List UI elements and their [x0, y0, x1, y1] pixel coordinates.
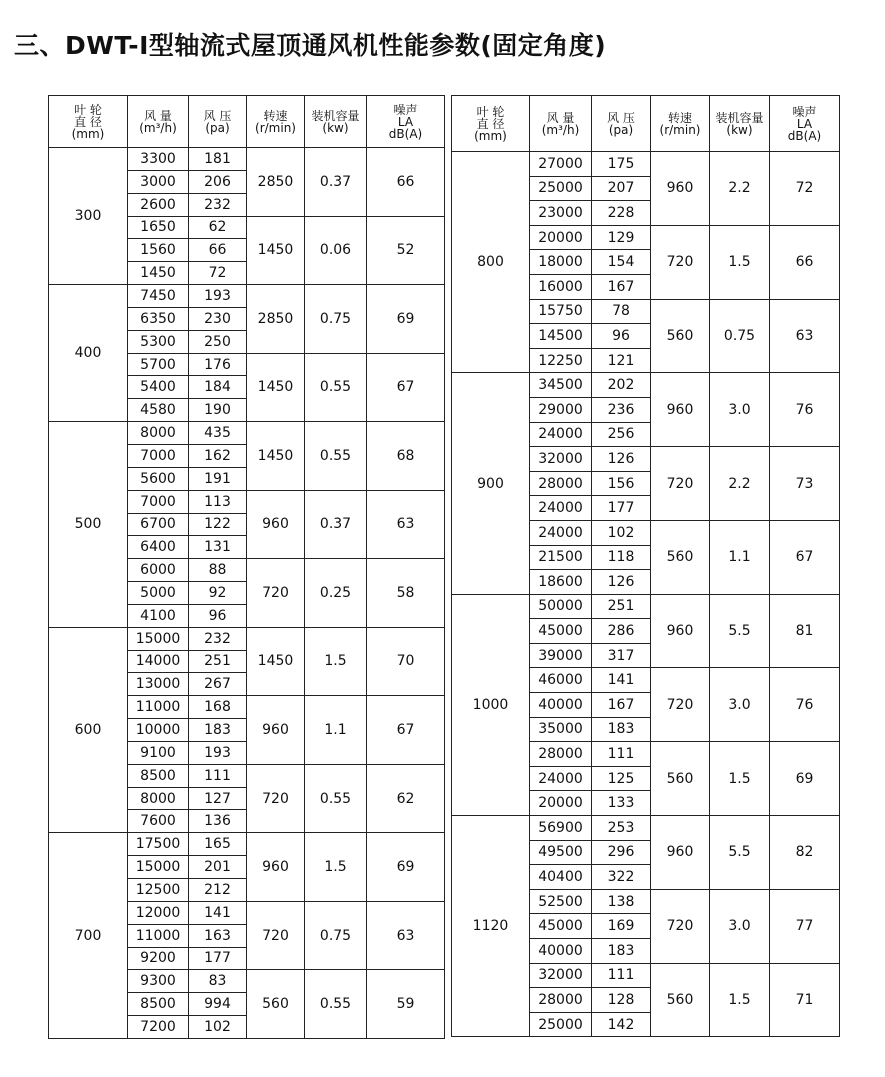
pressure-cell: 72	[189, 262, 247, 285]
pressure-cell: 111	[189, 764, 247, 787]
pressure-cell: 183	[592, 939, 651, 964]
noise-cell: 68	[367, 422, 445, 491]
power-cell: 0.55	[305, 970, 367, 1039]
header-line: (m³/h)	[541, 122, 580, 137]
pressure-cell: 168	[189, 696, 247, 719]
impeller-diameter-cell: 600	[49, 627, 128, 833]
header-airflow	[530, 96, 592, 152]
airflow-cell: 7000	[128, 444, 189, 467]
impeller-diameter-cell: 300	[49, 148, 128, 285]
airflow-cell: 8000	[128, 422, 189, 445]
noise-cell: 67	[367, 696, 445, 765]
airflow-cell: 56900	[530, 816, 592, 841]
power-cell: 3.0	[710, 889, 770, 963]
airflow-cell: 25000	[530, 176, 592, 201]
pressure-cell: 102	[592, 520, 651, 545]
pressure-cell: 267	[189, 673, 247, 696]
table-row	[452, 816, 840, 841]
airflow-cell: 8000	[128, 787, 189, 810]
pressure-cell: 177	[592, 496, 651, 521]
airflow-cell: 6350	[128, 307, 189, 330]
power-cell: 1.1	[710, 520, 770, 594]
airflow-cell: 1650	[128, 216, 189, 239]
power-cell: 0.25	[305, 559, 367, 628]
airflow-cell: 9300	[128, 970, 189, 993]
header-line: (pa)	[608, 122, 634, 137]
airflow-cell: 12000	[128, 901, 189, 924]
airflow-cell: 9200	[128, 947, 189, 970]
airflow-cell: 7200	[128, 1016, 189, 1039]
speed-cell: 720	[651, 889, 710, 963]
power-cell: 0.37	[305, 490, 367, 559]
header-line: 装机容量	[311, 108, 360, 123]
header-speed	[651, 96, 710, 152]
pressure-cell: 122	[189, 513, 247, 536]
airflow-cell: 52500	[530, 889, 592, 914]
speed-cell: 960	[651, 816, 710, 890]
pressure-cell: 206	[189, 170, 247, 193]
airflow-cell: 50000	[530, 594, 592, 619]
impeller-diameter-cell: 1120	[452, 816, 530, 1037]
airflow-cell: 7450	[128, 285, 189, 308]
airflow-cell: 18000	[530, 250, 592, 275]
header-line: 风 压	[203, 108, 232, 123]
header-line: 转速	[667, 110, 692, 125]
noise-cell: 81	[770, 594, 840, 668]
pressure-cell: 230	[189, 307, 247, 330]
pressure-cell: 183	[592, 717, 651, 742]
table-row	[49, 285, 445, 308]
pressure-cell: 435	[189, 422, 247, 445]
table-row	[49, 148, 445, 171]
header-speed	[247, 96, 305, 148]
pressure-cell: 232	[189, 193, 247, 216]
power-cell: 0.75	[710, 299, 770, 373]
pressure-cell: 141	[189, 901, 247, 924]
pressure-cell: 78	[592, 299, 651, 324]
header-pressure	[189, 96, 247, 148]
noise-cell: 66	[367, 148, 445, 217]
airflow-cell: 32000	[530, 447, 592, 472]
header-pressure	[592, 96, 651, 152]
pressure-cell: 251	[189, 650, 247, 673]
power-cell: 1.5	[710, 963, 770, 1037]
pressure-cell: 96	[189, 604, 247, 627]
airflow-cell: 10000	[128, 719, 189, 742]
header-line: (kw)	[726, 122, 753, 137]
airflow-cell: 2600	[128, 193, 189, 216]
speed-cell: 720	[247, 559, 305, 628]
header-diameter	[49, 96, 128, 148]
noise-cell: 66	[770, 225, 840, 299]
pressure-cell: 201	[189, 856, 247, 879]
pressure-cell: 256	[592, 422, 651, 447]
airflow-cell: 4100	[128, 604, 189, 627]
speed-cell: 2850	[247, 148, 305, 217]
airflow-cell: 13000	[128, 673, 189, 696]
airflow-cell: 8500	[128, 993, 189, 1016]
airflow-cell: 23000	[530, 201, 592, 226]
table-row	[452, 594, 840, 619]
pressure-cell: 181	[189, 148, 247, 171]
airflow-cell: 15750	[530, 299, 592, 324]
noise-cell: 58	[367, 559, 445, 628]
speed-cell: 560	[651, 742, 710, 816]
speed-cell: 960	[247, 490, 305, 559]
table-row	[49, 627, 445, 650]
airflow-cell: 5400	[128, 376, 189, 399]
speed-cell: 720	[651, 668, 710, 742]
pressure-cell: 141	[592, 668, 651, 693]
airflow-cell: 20000	[530, 225, 592, 250]
pressure-cell: 212	[189, 879, 247, 902]
header-line: LA	[397, 114, 414, 129]
airflow-cell: 9100	[128, 741, 189, 764]
header-power	[305, 96, 367, 148]
power-cell: 0.55	[305, 353, 367, 422]
power-cell: 2.2	[710, 152, 770, 226]
speed-cell: 1450	[247, 422, 305, 491]
airflow-cell: 8500	[128, 764, 189, 787]
power-cell: 1.1	[305, 696, 367, 765]
pressure-cell: 317	[592, 643, 651, 668]
pressure-cell: 126	[592, 447, 651, 472]
speed-cell: 560	[651, 963, 710, 1037]
airflow-cell: 5600	[128, 467, 189, 490]
airflow-cell: 24000	[530, 422, 592, 447]
airflow-cell: 11000	[128, 696, 189, 719]
speed-cell: 720	[651, 447, 710, 521]
header-line: (mm)	[71, 126, 105, 141]
pressure-cell: 193	[189, 741, 247, 764]
pressure-cell: 118	[592, 545, 651, 570]
airflow-cell: 12250	[530, 348, 592, 373]
pressure-cell: 286	[592, 619, 651, 644]
airflow-cell: 14000	[128, 650, 189, 673]
airflow-cell: 12500	[128, 879, 189, 902]
impeller-diameter-cell: 700	[49, 833, 128, 1039]
header-row	[49, 96, 445, 148]
header-line: 直 径	[476, 116, 505, 131]
impeller-diameter-cell: 1000	[452, 594, 530, 815]
header-line: 叶 轮	[74, 102, 102, 117]
pressure-cell: 142	[592, 1012, 651, 1037]
pressure-cell: 88	[189, 559, 247, 582]
pressure-cell: 131	[189, 536, 247, 559]
performance-table-right	[451, 95, 840, 1037]
pressure-cell: 111	[592, 963, 651, 988]
pressure-cell: 193	[189, 285, 247, 308]
header-line: 噪声	[393, 102, 418, 117]
header-line: 噪声	[792, 104, 817, 119]
noise-cell: 76	[770, 373, 840, 447]
airflow-cell: 24000	[530, 496, 592, 521]
speed-cell: 960	[651, 152, 710, 226]
pressure-cell: 167	[592, 693, 651, 718]
pressure-cell: 296	[592, 840, 651, 865]
airflow-cell: 25000	[530, 1012, 592, 1037]
noise-cell: 52	[367, 216, 445, 285]
power-cell: 0.06	[305, 216, 367, 285]
power-cell: 0.75	[305, 285, 367, 354]
airflow-cell: 3300	[128, 148, 189, 171]
noise-cell: 59	[367, 970, 445, 1039]
noise-cell: 69	[367, 833, 445, 902]
power-cell: 5.5	[710, 594, 770, 668]
pressure-cell: 177	[189, 947, 247, 970]
speed-cell: 560	[651, 299, 710, 373]
noise-cell: 73	[770, 447, 840, 521]
pressure-cell: 202	[592, 373, 651, 398]
speed-cell: 960	[247, 833, 305, 902]
header-line: 叶 轮	[476, 104, 505, 119]
header-line: (kw)	[322, 120, 349, 135]
header-line: (r/min)	[659, 122, 701, 137]
speed-cell: 1450	[247, 353, 305, 422]
airflow-cell: 11000	[128, 924, 189, 947]
pressure-cell: 156	[592, 471, 651, 496]
pressure-cell: 125	[592, 766, 651, 791]
airflow-cell: 5700	[128, 353, 189, 376]
pressure-cell: 128	[592, 988, 651, 1013]
impeller-diameter-cell: 500	[49, 422, 128, 628]
pressure-cell: 165	[189, 833, 247, 856]
speed-cell: 1450	[247, 216, 305, 285]
page-title: 三、DWT-I型轴流式屋顶通风机性能参数(固定角度)	[14, 31, 607, 60]
pressure-cell: 163	[189, 924, 247, 947]
pressure-cell: 190	[189, 399, 247, 422]
power-cell: 1.5	[710, 225, 770, 299]
airflow-cell: 6700	[128, 513, 189, 536]
airflow-cell: 3000	[128, 170, 189, 193]
noise-cell: 62	[367, 764, 445, 833]
speed-cell: 1450	[247, 627, 305, 696]
airflow-cell: 28000	[530, 742, 592, 767]
impeller-diameter-cell: 800	[452, 152, 530, 373]
header-diameter	[452, 96, 530, 152]
impeller-diameter-cell: 900	[452, 373, 530, 594]
pressure-cell: 154	[592, 250, 651, 275]
airflow-cell: 29000	[530, 397, 592, 422]
pressure-cell: 92	[189, 582, 247, 605]
airflow-cell: 7600	[128, 810, 189, 833]
speed-cell: 560	[247, 970, 305, 1039]
pressure-cell: 322	[592, 865, 651, 890]
noise-cell: 63	[367, 901, 445, 970]
airflow-cell: 28000	[530, 988, 592, 1013]
table-row	[452, 373, 840, 398]
table-row	[49, 422, 445, 445]
pressure-cell: 138	[592, 889, 651, 914]
header-line: 风 量	[546, 110, 575, 125]
airflow-cell: 16000	[530, 274, 592, 299]
airflow-cell: 20000	[530, 791, 592, 816]
speed-cell: 2850	[247, 285, 305, 354]
pressure-cell: 113	[189, 490, 247, 513]
header-line: 装机容量	[715, 110, 764, 125]
airflow-cell: 6400	[128, 536, 189, 559]
airflow-cell: 49500	[530, 840, 592, 865]
header-line: LA	[796, 116, 813, 131]
noise-cell: 67	[770, 520, 840, 594]
table-row	[49, 833, 445, 856]
header-line: 转速	[263, 108, 288, 123]
airflow-cell: 7000	[128, 490, 189, 513]
performance-table-left	[48, 95, 445, 1039]
power-cell: 1.5	[305, 627, 367, 696]
airflow-cell: 27000	[530, 152, 592, 177]
noise-cell: 70	[367, 627, 445, 696]
speed-cell: 960	[247, 696, 305, 765]
airflow-cell: 35000	[530, 717, 592, 742]
header-line: 风 压	[607, 110, 635, 125]
pressure-cell: 207	[592, 176, 651, 201]
pressure-cell: 253	[592, 816, 651, 841]
airflow-cell: 24000	[530, 766, 592, 791]
speed-cell: 720	[247, 764, 305, 833]
pressure-cell: 66	[189, 239, 247, 262]
pressure-cell: 228	[592, 201, 651, 226]
airflow-cell: 34500	[530, 373, 592, 398]
power-cell: 0.75	[305, 901, 367, 970]
airflow-cell: 15000	[128, 627, 189, 650]
header-noise	[367, 96, 445, 148]
speed-cell: 960	[651, 373, 710, 447]
airflow-cell: 40000	[530, 939, 592, 964]
airflow-cell: 40000	[530, 693, 592, 718]
pressure-cell: 102	[189, 1016, 247, 1039]
pressure-cell: 167	[592, 274, 651, 299]
noise-cell: 76	[770, 668, 840, 742]
airflow-cell: 17500	[128, 833, 189, 856]
header-line: (m³/h)	[139, 120, 177, 135]
header-line: dB(A)	[787, 128, 822, 143]
pressure-cell: 136	[189, 810, 247, 833]
noise-cell: 71	[770, 963, 840, 1037]
power-cell: 1.5	[305, 833, 367, 902]
pressure-cell: 133	[592, 791, 651, 816]
header-row	[452, 96, 840, 152]
header-line: (mm)	[474, 128, 507, 143]
pressure-cell: 191	[189, 467, 247, 490]
airflow-cell: 1560	[128, 239, 189, 262]
header-line: dB(A)	[388, 126, 423, 141]
noise-cell: 63	[770, 299, 840, 373]
noise-cell: 82	[770, 816, 840, 890]
airflow-cell: 28000	[530, 471, 592, 496]
pressure-cell: 184	[189, 376, 247, 399]
noise-cell: 67	[367, 353, 445, 422]
pressure-cell: 96	[592, 324, 651, 349]
header-power	[710, 96, 770, 152]
airflow-cell: 15000	[128, 856, 189, 879]
power-cell: 3.0	[710, 668, 770, 742]
airflow-cell: 21500	[530, 545, 592, 570]
header-line: 风 量	[144, 108, 172, 123]
pressure-cell: 83	[189, 970, 247, 993]
airflow-cell: 32000	[530, 963, 592, 988]
speed-cell: 720	[651, 225, 710, 299]
airflow-cell: 4580	[128, 399, 189, 422]
pressure-cell: 251	[592, 594, 651, 619]
speed-cell: 960	[651, 594, 710, 668]
noise-cell: 77	[770, 889, 840, 963]
pressure-cell: 169	[592, 914, 651, 939]
speed-cell: 560	[651, 520, 710, 594]
power-cell: 2.2	[710, 447, 770, 521]
pressure-cell: 994	[189, 993, 247, 1016]
power-cell: 5.5	[710, 816, 770, 890]
pressure-cell: 126	[592, 570, 651, 595]
power-cell: 1.5	[710, 742, 770, 816]
pressure-cell: 232	[189, 627, 247, 650]
header-line: 直 径	[74, 114, 102, 129]
airflow-cell: 5000	[128, 582, 189, 605]
pressure-cell: 236	[592, 397, 651, 422]
pressure-cell: 129	[592, 225, 651, 250]
speed-cell: 720	[247, 901, 305, 970]
pressure-cell: 175	[592, 152, 651, 177]
power-cell: 0.37	[305, 148, 367, 217]
impeller-diameter-cell: 400	[49, 285, 128, 422]
pressure-cell: 62	[189, 216, 247, 239]
airflow-cell: 18600	[530, 570, 592, 595]
power-cell: 3.0	[710, 373, 770, 447]
airflow-cell: 14500	[530, 324, 592, 349]
airflow-cell: 45000	[530, 914, 592, 939]
airflow-cell: 45000	[530, 619, 592, 644]
power-cell: 0.55	[305, 764, 367, 833]
noise-cell: 63	[367, 490, 445, 559]
airflow-cell: 40400	[530, 865, 592, 890]
header-line: (pa)	[205, 120, 230, 135]
header-line: (r/min)	[255, 120, 296, 135]
table-row	[452, 152, 840, 177]
pressure-cell: 176	[189, 353, 247, 376]
airflow-cell: 24000	[530, 520, 592, 545]
airflow-cell: 39000	[530, 643, 592, 668]
airflow-cell: 6000	[128, 559, 189, 582]
noise-cell: 69	[770, 742, 840, 816]
pressure-cell: 183	[189, 719, 247, 742]
pressure-cell: 162	[189, 444, 247, 467]
noise-cell: 69	[367, 285, 445, 354]
noise-cell: 72	[770, 152, 840, 226]
airflow-cell: 46000	[530, 668, 592, 693]
header-airflow	[128, 96, 189, 148]
header-noise	[770, 96, 840, 152]
airflow-cell: 5300	[128, 330, 189, 353]
pressure-cell: 127	[189, 787, 247, 810]
airflow-cell: 1450	[128, 262, 189, 285]
pressure-cell: 250	[189, 330, 247, 353]
power-cell: 0.55	[305, 422, 367, 491]
pressure-cell: 121	[592, 348, 651, 373]
pressure-cell: 111	[592, 742, 651, 767]
